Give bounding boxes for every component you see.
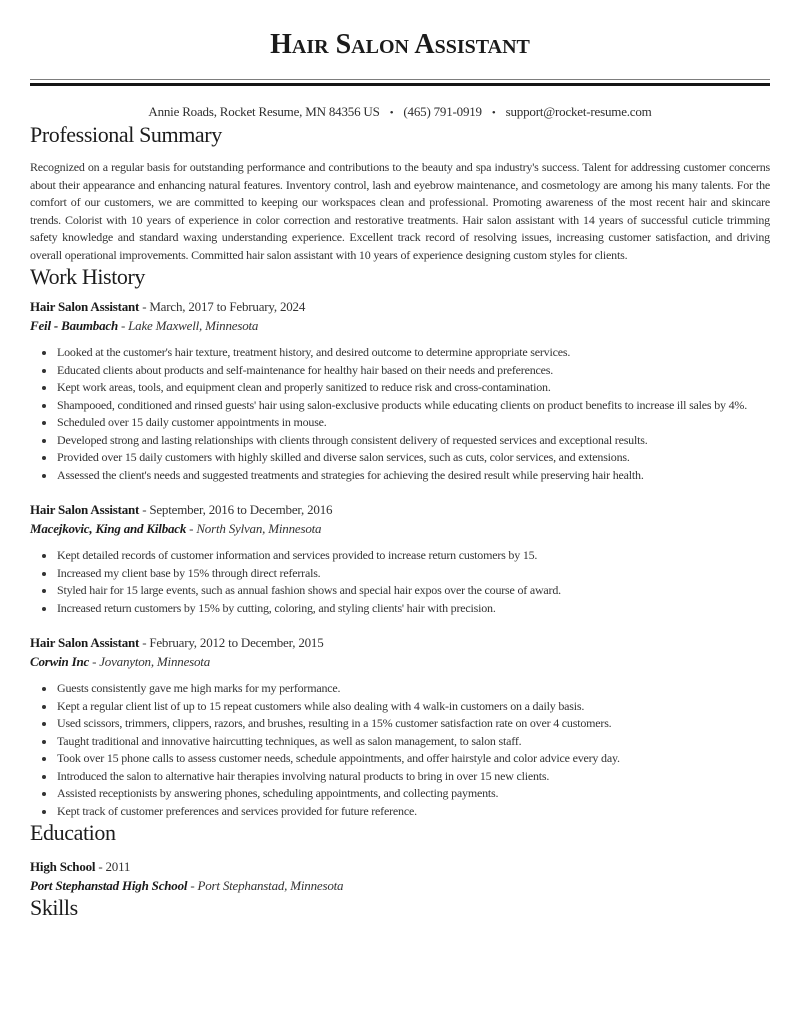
job-entry [30,500,770,617]
bullet-item: • Developed strong and lasting relationships with clients through consistent delivery of requested services and exceptional results. [56,432,770,450]
job-bullet-list [30,344,770,484]
company-name: Macejkovic, King and Kilback [30,521,187,536]
bullet-separator: • [389,107,394,119]
education-location: Port Stephanstad, Minnesota [197,878,344,893]
bullet-item: • Increased my client base by 15% through direct referrals. [56,565,770,583]
section-heading-skills: Skills [30,895,78,920]
job-title: Hair Salon Assistant [30,299,140,314]
dash-separator: - [190,878,195,893]
job-location: North Sylvan, Minnesota [196,521,322,536]
job-dates: March, 2017 to February, 2024 [149,299,306,314]
job-dates: September, 2016 to December, 2016 [149,502,333,517]
job-title-line [30,633,770,652]
job-bullet-list [30,547,770,617]
bullet-item: • Kept detailed records of customer information and services provided to increase return customers by 15. [56,547,770,565]
bullet-item: • Shampooed, conditioned and rinsed guests' hair using salon-exclusive products while educating clients on product benefits to increase ill sales by 4%. [56,397,770,415]
bullet-item: • Assessed the client's needs and suggested treatments and strategies for achieving the desired result while preserving hair health. [56,467,770,485]
section-heading-work-history: Work History [30,264,146,289]
job-dates: February, 2012 to December, 2015 [149,635,324,650]
job-title: Hair Salon Assistant [30,635,140,650]
bullet-item: • Kept track of customer preferences and services provided for future reference. [56,803,770,821]
bullet-item: • Looked at the customer's hair texture, treatment history, and desired outcome to determine appropriate services. [56,344,770,362]
company-name: Corwin Inc [30,654,90,669]
job-company-line [30,316,770,335]
bullet-item: • Styled hair for 15 large events, such as annual fashion shows and special hair expos over the course of award. [56,582,770,600]
bullet-item: • Taught traditional and innovative haircutting techniques, as well as salon management, to salon staff. [56,733,770,751]
education-degree-line [30,857,770,876]
contact-address: Annie Roads, Rocket Resume, MN 84356 US [148,104,380,119]
education-entry [30,857,770,895]
job-location: Jovanyton, Minnesota [99,654,211,669]
dash-separator: - [142,635,147,650]
bullet-item: • Used scissors, trimmers, clippers, razors, and brushes, resulting in a 15% customer satisfaction rate on over 4 customers. [56,715,770,733]
bullet-item: • Kept a regular client list of up to 15 repeat customers while also dealing with 4 walk-in customers on a daily basis. [56,698,770,716]
page-title: Hair Salon Assistant [270,29,530,60]
bullet-item: • Provided over 15 daily customers with highly skilled and diverse salon services, such as cuts, color services, and extensions. [56,449,770,467]
bullet-item: • Took over 15 phone calls to assess customer needs, schedule appointments, and offer hairstyle and color advice every day. [56,750,770,768]
bullet-item: • Kept work areas, tools, and equipment clean and properly sanitized to reduce risk and cross-contamination. [56,379,770,397]
contact-email: support@rocket-resume.com [505,104,652,119]
bullet-item: • Guests consistently gave me high marks for my performance. [56,680,770,698]
job-bullet-list [30,680,770,820]
job-entry [30,297,770,484]
job-title-line [30,297,770,316]
header-double-rule [30,79,770,86]
education-degree: High School [30,859,96,874]
dash-separator: - [142,299,147,314]
bullet-item: • Increased return customers by 15% by cutting, coloring, and styling clients' hair with precision. [56,600,770,618]
job-title: Hair Salon Assistant [30,502,140,517]
education-school: Port Stephanstad High School [30,878,188,893]
dash-separator: - [92,654,97,669]
contact-phone: (465) 791-0919 [403,104,482,119]
job-title-line [30,500,770,519]
bullet-separator: • [491,107,496,119]
dash-separator: - [121,318,126,333]
job-entry [30,633,770,820]
job-location: Lake Maxwell, Minnesota [128,318,259,333]
education-year: 2011 [105,859,131,874]
bullet-item: • Introduced the salon to alternative hair therapies involving natural products to bring in over 15 new clients. [56,768,770,786]
bullet-item: • Scheduled over 15 daily customer appointments in mouse. [56,414,770,432]
contact-line [30,103,770,122]
work-history-list [30,297,770,820]
job-company-line [30,519,770,538]
dash-separator: - [142,502,147,517]
summary-text: Recognized on a regular basis for outstanding performance and contributions to the beauty and spa industry's success. Talent for addressing customer concerns about their appearance and enhancing natural features. Inventory control, lash and eyebrow maintenance, and cosmetology are among his many talents. For the comfort of our customers, we are committed to keeping our workspaces clean and professional. Promoting awareness of the most recent hair and skincare trends. Colorist with 10 years of experience in color correction and restorative treatments. Hair salon assistant with 14 years of successful cuticle trimming safety knowledge and standard waxing understanding experience. Excellent track record of resolving issues, increasing customer satisfaction, and driving overall operational improvements. Committed hair salon assistant with 10 years of experience designing custom styles for clients. [30,160,770,262]
section-heading-education: Education [30,820,116,845]
job-company-line [30,652,770,671]
bullet-item: • Assisted receptionists by answering phones, scheduling appointments, and collecting payments. [56,785,770,803]
dash-separator: - [189,521,194,536]
education-school-line [30,876,770,895]
bullet-item: • Educated clients about products and self-maintenance for healthy hair based on their needs and preferences. [56,362,770,380]
company-name: Feil - Baumbach [30,318,119,333]
section-heading-professional-summary: Professional Summary [30,122,222,147]
dash-separator: - [98,859,103,874]
